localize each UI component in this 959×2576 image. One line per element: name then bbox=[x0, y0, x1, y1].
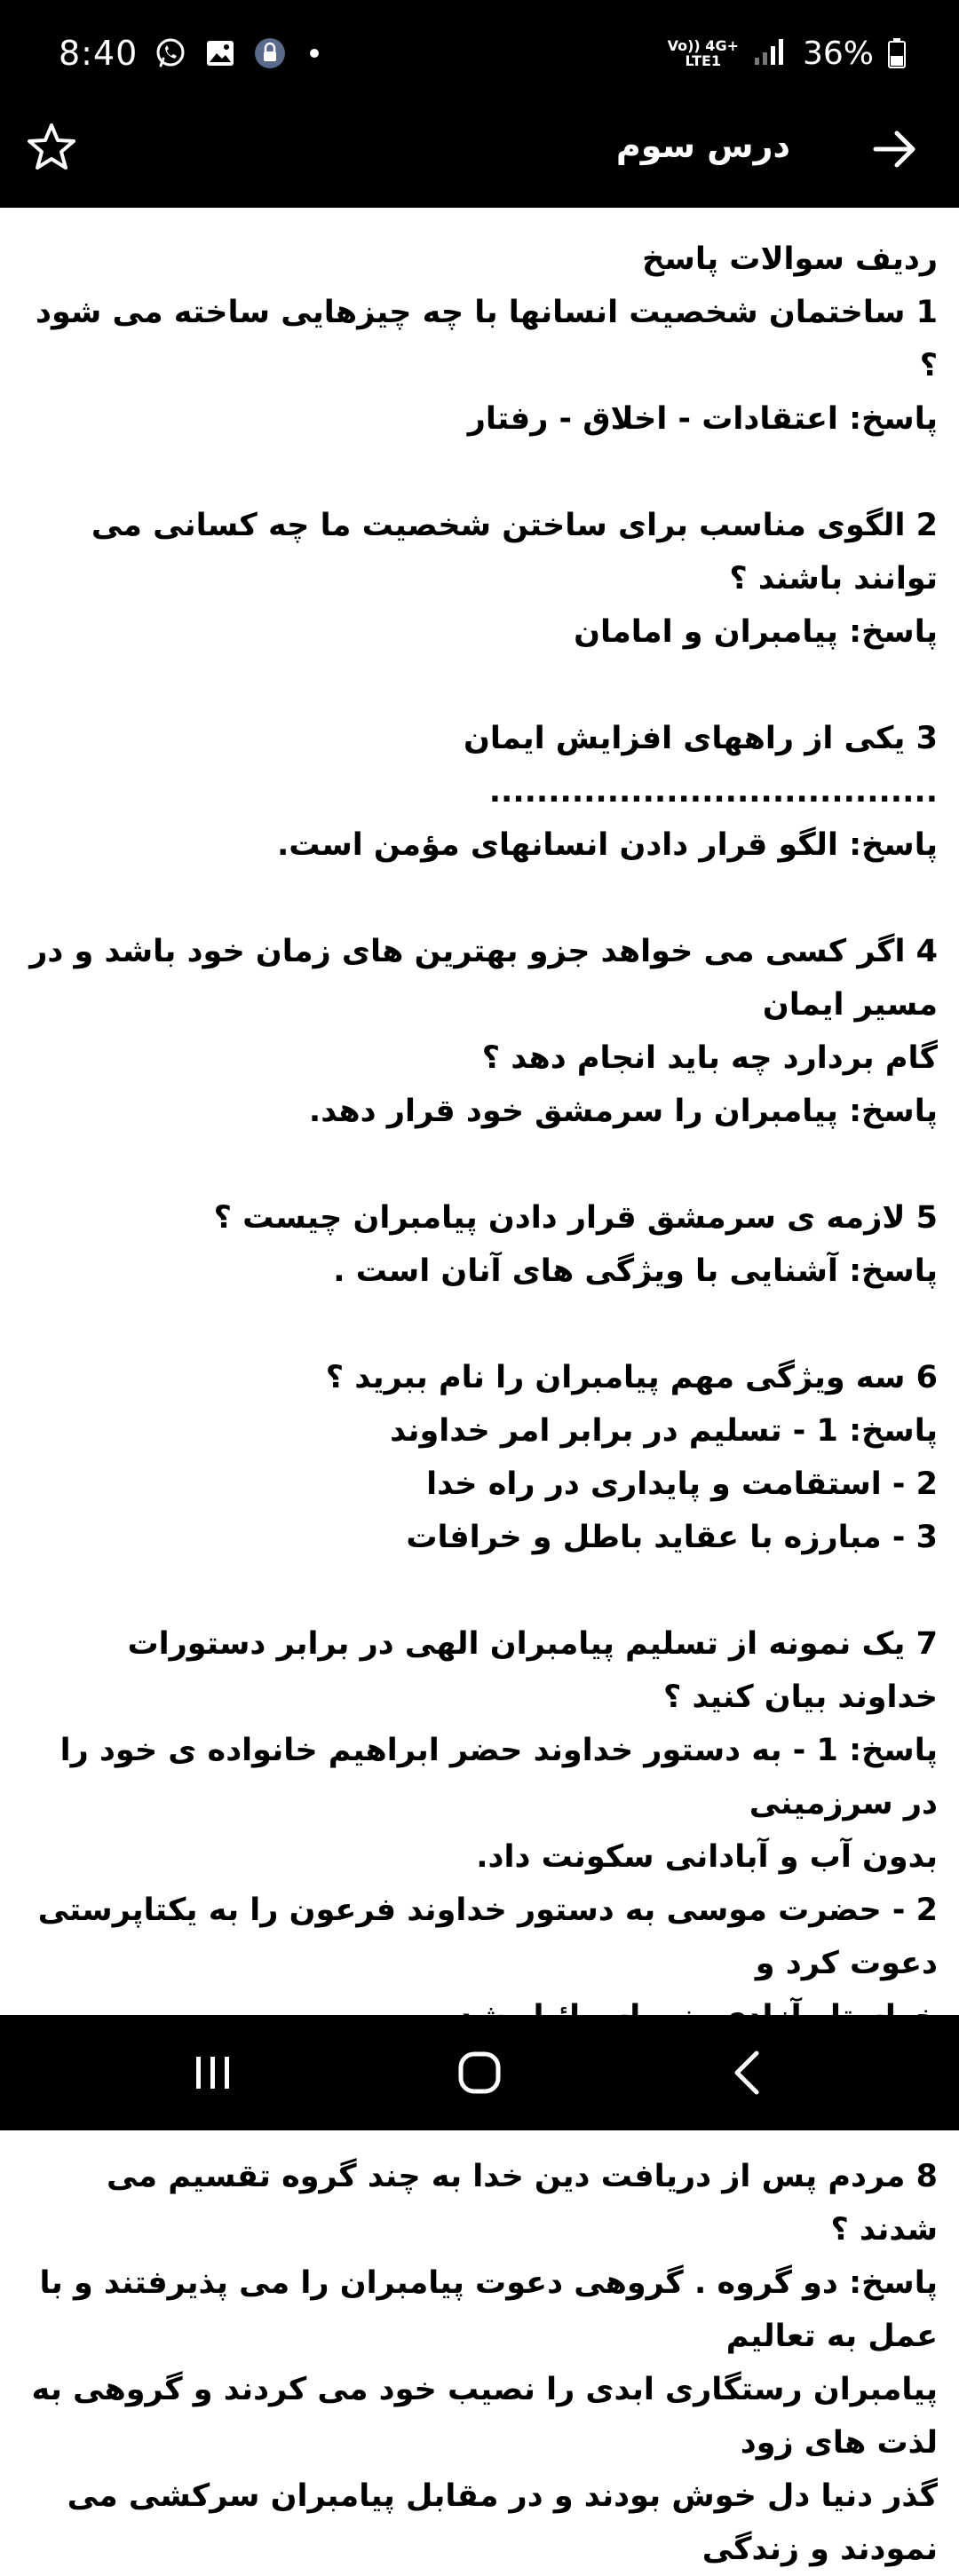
star-outline-icon bbox=[23, 119, 80, 176]
question-line: 8 مردم پس از دریافت دین خدا به چند گروه تقسیم می شدند ؟ bbox=[106, 2159, 938, 2248]
whatsapp-icon bbox=[154, 36, 187, 70]
back-icon bbox=[721, 2046, 774, 2099]
block-spacer bbox=[27, 446, 938, 499]
nav-back-button[interactable] bbox=[721, 2046, 774, 2099]
recent-apps-button[interactable] bbox=[186, 2046, 240, 2099]
signal-icon bbox=[753, 36, 789, 70]
block-spacer bbox=[27, 1564, 938, 1617]
question-line: 1 ساختمان شخصیت انسانها با چه چیزهایی ساخته می شود ؟ bbox=[35, 295, 938, 383]
image-icon bbox=[203, 36, 237, 70]
question-line: 5 لازمه ی سرمشق قرار دادن پیامبران چیست ؟ bbox=[213, 1200, 938, 1236]
answer-line: 2 - استقامت و پایداری در راه خدا bbox=[426, 1466, 938, 1502]
answer-line: پاسخ: 1 - تسلیم در برابر امر خداوند bbox=[390, 1413, 938, 1449]
app-bar bbox=[0, 107, 959, 208]
content-header: ردیف سوالات پاسخ bbox=[642, 241, 938, 277]
answer-line: پاسخ: اعتقادات - اخلاق - رفتار bbox=[467, 401, 938, 437]
block-spacer bbox=[27, 1138, 938, 1191]
question-line: 6 سه ویژگی مهم پیامبران را نام ببرید ؟ bbox=[325, 1360, 938, 1395]
block-spacer bbox=[27, 1298, 938, 1351]
battery-icon bbox=[888, 38, 906, 68]
lesson-text bbox=[0, 208, 959, 2576]
answer-line: پاسخ: الگو قرار دادن انسانهای مؤمن است. bbox=[276, 827, 938, 863]
network-top-label: Vo)) 4G+ bbox=[667, 37, 739, 54]
block-spacer bbox=[27, 872, 938, 925]
question-line: 7 یک نمونه از تسلیم پیامبران الهی در برابر دستورات خداوند بیان کنید ؟ bbox=[127, 1626, 938, 1715]
answer-line: پاسخ: 1 - به دستور خداوند حضر ابراهیم خانواده ی خود را در سرزمینی bbox=[59, 1733, 938, 1821]
vpn-lock-icon bbox=[253, 36, 287, 70]
navigation-bar bbox=[0, 2015, 959, 2130]
answer-line: گذر دنیا دل خوش بودند و در مقابل پیامبران سرکشی می نمودند و زندگی bbox=[67, 2478, 938, 2567]
home-button[interactable] bbox=[453, 2046, 506, 2099]
answer-line: بدون آب و آبادانی سکونت داد. bbox=[476, 1839, 938, 1875]
answer-line: 2 - حضرت موسی به دستور خداوند فرعون را به یکتاپرستی دعوت کرد و bbox=[37, 1892, 938, 1981]
status-left bbox=[59, 27, 319, 80]
status-time: 8:40 bbox=[59, 34, 139, 73]
answer-line: پاسخ: دو گروه . گروهی دعوت پیامبران را می پذیرفتند و با عمل به تعالیم bbox=[39, 2265, 938, 2354]
question-line: 2 الگوی مناسب برای ساختن شخصیت ما چه کسانی می توانند باشند ؟ bbox=[91, 508, 938, 597]
home-icon bbox=[453, 2046, 506, 2099]
back-button[interactable] bbox=[870, 124, 920, 174]
status-right bbox=[668, 27, 906, 80]
answer-line: گام بردارد چه باید انجام دهد ؟ bbox=[481, 1040, 938, 1076]
arrow-right-icon bbox=[870, 124, 920, 174]
page-title: درس سوم bbox=[615, 126, 790, 165]
answer-line: پاسخ: پیامبران و امامان bbox=[574, 614, 938, 650]
network-indicator bbox=[668, 38, 739, 68]
lesson-content[interactable] bbox=[0, 208, 959, 2567]
status-bar bbox=[0, 0, 959, 107]
answer-line: پاسخ: پیامبران را سرمشق خود قرار دهد. bbox=[308, 1094, 938, 1129]
recent-apps-icon bbox=[186, 2046, 240, 2099]
answer-line: 3 - مبارزه با عقاید باطل و خرافات bbox=[406, 1520, 938, 1555]
answer-line: پاسخ: آشنایی با ویژگی های آنان است . bbox=[333, 1253, 938, 1289]
battery-percent: 36% bbox=[802, 35, 874, 72]
block-spacer bbox=[27, 659, 938, 712]
network-bottom-label: LTE1 bbox=[685, 52, 722, 69]
notification-dot bbox=[310, 49, 319, 58]
question-line: 3 یکی از راههای افزایش ایمان ...................................... bbox=[464, 721, 938, 810]
question-line: 4 اگر کسی می خواهد جزو بهترین های زمان خود باشد و در مسیر ایمان bbox=[29, 934, 938, 1023]
answer-line: پیامبران رستگاری ابدی را نصیب خود می کردند و گروهی به لذت های زود bbox=[31, 2372, 938, 2461]
favorite-button[interactable] bbox=[23, 119, 80, 176]
